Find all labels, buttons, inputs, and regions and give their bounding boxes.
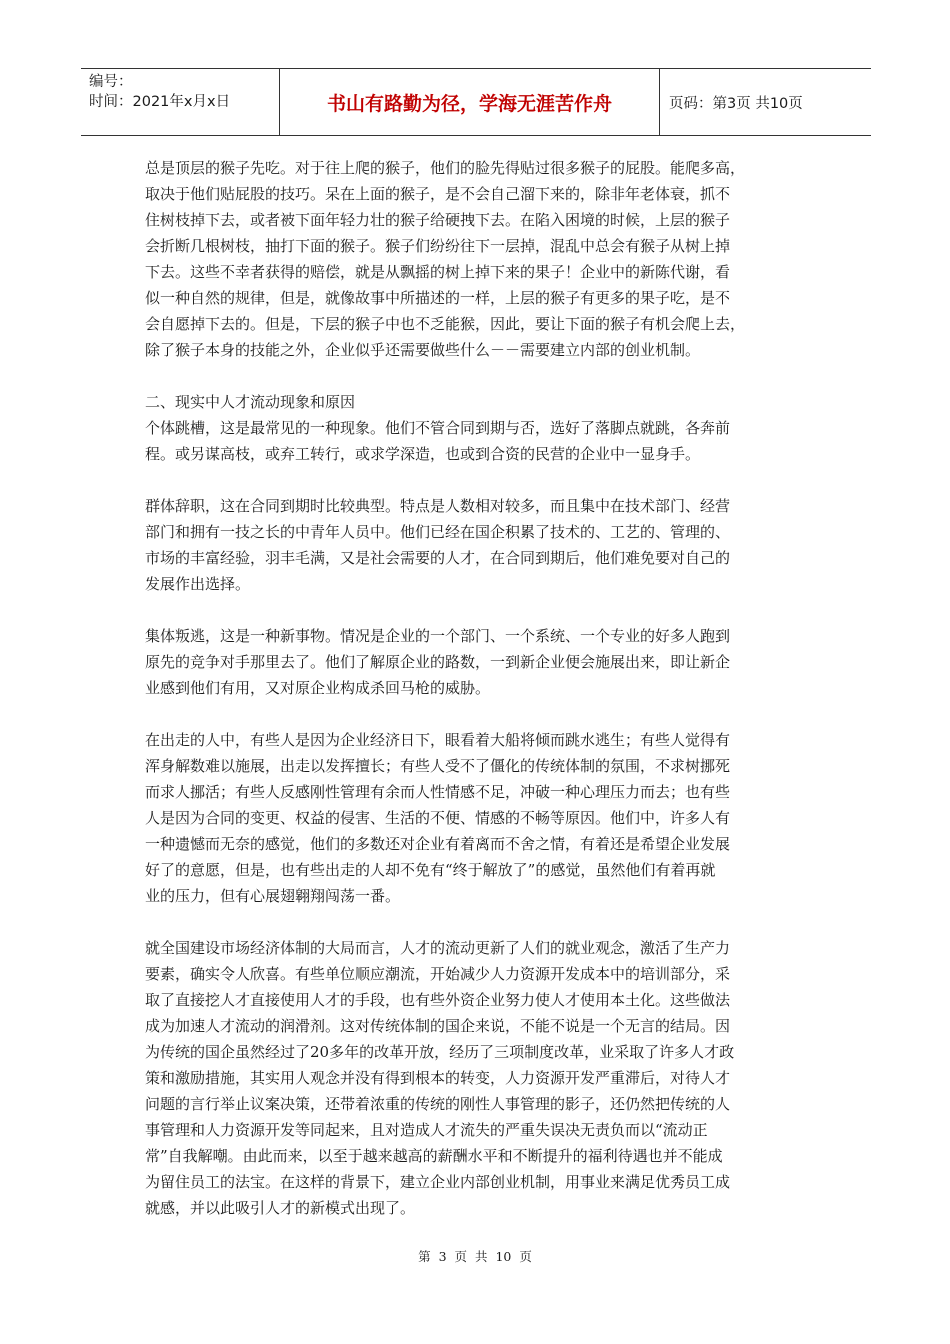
paragraph-monkeys	[145, 155, 810, 363]
section-heading: 二、现实中人才流动现象和原因	[145, 393, 356, 411]
text-line: 问题的言行举止议案决策，还带着浓重的传统的刚性人事管理的影子，还仍然把传统的人	[145, 1095, 731, 1113]
text-line: 市场的丰富经验，羽丰毛满，又是社会需要的人才，在合同到期后，他们难免要对自己的	[145, 549, 731, 567]
text-line: 下去。这些不幸者获得的赔偿，就是从飘摇的树上掉下来的果子！企业中的新陈代谢，看	[145, 263, 731, 281]
text-line: 取决于他们贴屁股的技巧。呆在上面的猴子，是不会自己溜下来的，除非年老体衰，抓不	[145, 185, 731, 203]
header-page-label: 页码：第3页 共10页	[669, 95, 803, 112]
text-line: 住树枝掉下去，或者被下面年轻力壮的猴子给硬拽下去。在陷入困境的时候，上层的猴子	[145, 211, 731, 229]
document-body	[145, 155, 810, 1221]
text-line: 似一种自然的规律，但是，就像故事中所描述的一样，上层的猴子有更多的果子吃，是不	[145, 289, 731, 307]
text-line: 在出走的人中，有些人是因为企业经济日下，眼看着大船将倾而跳水逃生；有些人觉得有	[145, 731, 731, 749]
text-line: 会自愿掉下去的。但是，下层的猴子中也不乏能猴，因此，要让下面的猴子有机会爬上去，	[145, 315, 746, 333]
header-number-label: 编号：	[89, 74, 133, 90]
text-line: 为留住员工的法宝。在这样的背景下，建立企业内部创业机制，用事业来满足优秀员工成	[145, 1173, 731, 1191]
header-motto: 书山有路勤为径，学海无涯苦作舟	[326, 92, 612, 115]
text-line: 浑身解数难以施展，出走以发挥擅长；有些人受不了僵化的传统体制的氛围，不求树挪死	[145, 757, 731, 775]
header-time-label: 时间：2021年x月x日	[89, 94, 231, 110]
text-line: 业的压力，但有心展翅翱翔闯荡一番。	[145, 887, 401, 905]
paragraph-individual-job-hopping	[145, 415, 810, 467]
text-line: 为传统的国企虽然经过了20多年的改革开放，经历了三项制度改革，业采取了许多人才政	[145, 1043, 735, 1061]
text-line: 事管理和人力资源开发等同起来，且对造成人才流失的严重失误决无责负而以“流动正	[145, 1121, 708, 1139]
text-line: 个体跳槽，这是最常见的一种现象。他们不管合同到期与否，选好了落脚点就跳，各奔前	[145, 419, 731, 437]
text-line: 业感到他们有用，又对原企业构成杀回马枪的威胁。	[145, 679, 491, 697]
text-line: 取了直接挖人才直接使用人才的手段，也有些外资企业努力使人才使用本土化。这些做法	[145, 991, 731, 1009]
text-line: 除了猴子本身的技能之外，企业似乎还需要做些什么－－需要建立内部的创业机制。	[145, 341, 701, 359]
text-line: 要素，确实令人欣喜。有些单位顺应潮流，开始减少人力资源开发成本中的培训部分，采	[145, 965, 731, 983]
paragraph-group-resignation	[145, 493, 810, 597]
text-line: 而求人挪活；有些人反感刚性管理有余而人性情感不足，冲破一种心理压力而去；也有些	[145, 783, 731, 801]
text-line: 会折断几根树枝，抽打下面的猴子。猴子们纷纷往下一层掉，混乱中总会有猴子从树上掉	[145, 237, 731, 255]
page-header	[81, 68, 871, 136]
text-line: 好了的意愿，但是，也有些出走的人却不免有“终于解放了”的感觉，虽然他们有着再就	[145, 861, 716, 879]
text-line: 原先的竞争对手那里去了。他们了解原企业的路数，一到新企业便会施展出来，即让新企	[145, 653, 731, 671]
text-line: 人是因为合同的变更、权益的侵害、生活的不便、情感的不畅等原因。他们中，许多人有	[145, 809, 731, 827]
header-divider	[659, 69, 660, 135]
header-meta	[89, 72, 230, 112]
text-line: 总是顶层的猴子先吃。对于往上爬的猴子，他们的脸先得贴过很多猴子的屁股。能爬多高，	[145, 159, 746, 177]
text-line: 集体叛逃，这是一种新事物。情况是企业的一个部门、一个系统、一个专业的好多人跑到	[145, 627, 731, 645]
paragraph-collective-defection	[145, 623, 810, 701]
text-line: 发展作出选择。	[145, 575, 251, 593]
text-line: 成为加速人才流动的润滑剂。这对传统体制的国企来说，不能不说是一个无言的结局。因	[145, 1017, 731, 1035]
text-line: 部门和拥有一技之长的中青年人员中。他们已经在国企积累了技术的、工艺的、管理的、	[145, 523, 731, 541]
text-line: 就全国建设市场经济体制的大局而言，人才的流动更新了人们的就业观念，激活了生产力	[145, 939, 731, 957]
text-line: 策和激励措施，其实用人观念并没有得到根本的转变，人力资源开发严重滞后，对待人才	[145, 1069, 731, 1087]
paragraph-national-context	[145, 935, 810, 1221]
text-line: 群体辞职，这在合同到期时比较典型。特点是人数相对较多，而且集中在技术部门、经营	[145, 497, 731, 515]
text-line: 就感，并以此吸引人才的新模式出现了。	[145, 1199, 416, 1217]
text-line: 一种遗憾而无奈的感觉，他们的多数还对企业有着离而不舍之情，有着还是希望企业发展	[145, 835, 731, 853]
paragraph-reasons	[145, 727, 810, 909]
text-line: 程。或另谋高枝，或弃工转行，或求学深造，也或到合资的民营的企业中一显身手。	[145, 445, 701, 463]
text-line: 常”自我解嘲。由此而来，以至于越来越高的薪酬水平和不断提升的福利待遇也并不能成	[145, 1147, 723, 1165]
page-footer: 第 3 页 共 10 页	[418, 1249, 532, 1264]
